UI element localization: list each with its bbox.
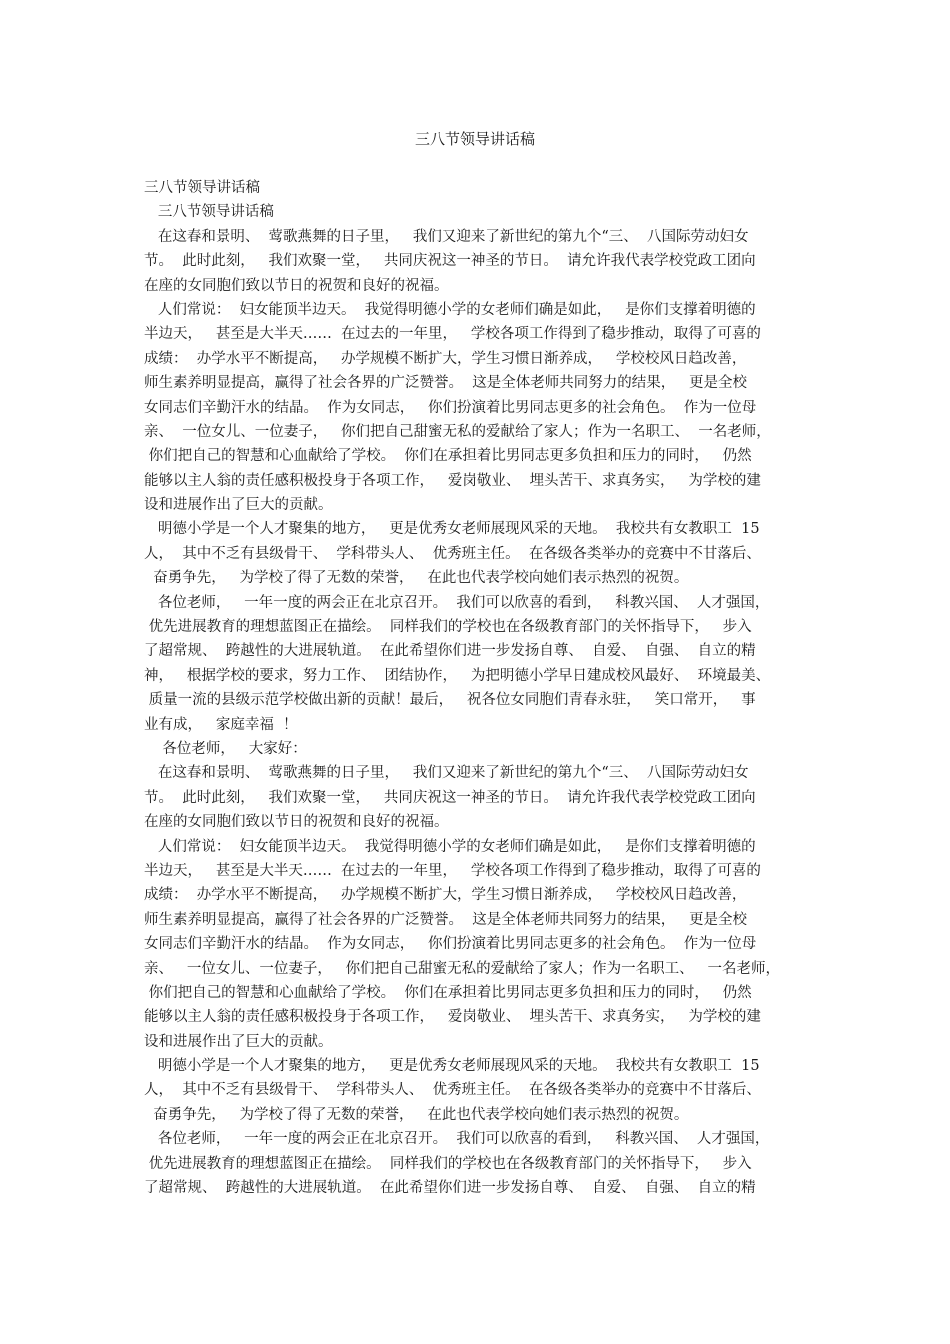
text-line: 女同志们辛勤汗水的结晶。 作为女同志， 你们扮演着比男同志更多的社会角色。 作为一位母 — [144, 399, 757, 416]
text-line: 师生素养明显提高，赢得了社会各界的广泛赞誉。 这是全体老师共同努力的结果， 更是全校 — [144, 375, 748, 392]
text-line: 设和进展作出了巨大的贡献。 — [144, 1033, 333, 1050]
text-line: 亲、 一位女儿、一位妻子， 你们把自己甜蜜无私的爱献给了家人；作为一名职工、 一名老师， — [144, 960, 780, 977]
text-line: 成绩： 办学水平不断提高， 办学规模不断扩大，学生习惯日渐养成， 学校校风日趋改善， — [144, 350, 747, 367]
text-line: 人们常说： 妇女能顶半边天。 我觉得明德小学的女老师们确是如此， 是你们支撑着明德的 — [144, 838, 756, 855]
text-line: 你们把自己的智慧和心血献给了学校。 你们在承担着比男同志更多负担和压力的同时， 仍然 — [144, 984, 752, 1001]
text-line: 节。 此时此刻， 我们欢聚一堂， 共同庆祝这一神圣的节日。 请允许我代表学校党政工团向 — [144, 789, 756, 806]
text-line: 了超常规、 跨越性的大进展轨道。 在此希望你们进一步发扬自尊、 自爱、 自强、 自立的精 — [144, 1180, 756, 1197]
text-line: 优先进展教育的理想蓝图正在描绘。 同样我们的学校也在各级教育部门的关怀指导下， 步入 — [144, 1155, 752, 1172]
text-line: 质量一流的县级示范学校做出新的贡献！最后， 祝各位女同胞们青春永驻， 笑口常开， 事 — [144, 692, 756, 709]
text-line: 设和进展作出了巨大的贡献。 — [144, 497, 333, 514]
text-line: 三八节领导讲话稿 — [144, 180, 260, 196]
text-line: 神， 根据学校的要求，努力工作、 团结协作， 为把明德小学早日建成校风最好、 环境最美、 — [144, 667, 771, 684]
text-line: 在座的女同胞们致以节日的祝贺和良好的祝福。 — [144, 814, 449, 831]
text-line: 各位老师， 大家好： — [144, 740, 307, 757]
text-line: 你们把自己的智慧和心血献给了学校。 你们在承担着比男同志更多负担和压力的同时， 仍然 — [144, 448, 752, 465]
text-line: 业有成， 家庭幸福 ！ — [144, 716, 298, 733]
text-line: 三八节领导讲话稿 — [144, 204, 274, 221]
text-line: 师生素养明显提高，赢得了社会各界的广泛赞誉。 这是全体老师共同努力的结果， 更是全校 — [144, 911, 748, 928]
text-line: 优先进展教育的理想蓝图正在描绘。 同样我们的学校也在各级教育部门的关怀指导下， 步入 — [144, 619, 752, 636]
text-line: 能够以主人翁的责任感积极投身于各项工作， 爱岗敬业、 埋头苦干、求真务实， 为学校的建 — [144, 472, 761, 489]
text-line: 在这春和景明、 莺歌燕舞的日子里， 我们又迎来了新世纪的第九个“三、 八国际劳动妇女 — [144, 765, 749, 782]
text-line: 明德小学是一个人才聚集的地方， 更是优秀女老师展现风采的天地。 我校共有女教职工 15 — [144, 521, 760, 538]
text-line: 人， 其中不乏有县级骨干、 学科带头人、 优秀班主任。 在各级各类举办的竞赛中不甘落后、 — [144, 1082, 761, 1099]
text-line: 各位老师， 一年一度的两会正在北京召开。 我们可以欣喜的看到， 科教兴国、 人才强国， — [144, 1131, 770, 1148]
text-line: 各位老师， 一年一度的两会正在北京召开。 我们可以欣喜的看到， 科教兴国、 人才强国， — [144, 594, 770, 611]
text-line: 人， 其中不乏有县级骨干、 学科带头人、 优秀班主任。 在各级各类举办的竞赛中不甘落后、 — [144, 545, 761, 562]
text-line: 奋勇争先， 为学校了得了无数的荣誉， 在此也代表学校向她们表示热烈的祝贺。 — [144, 1106, 689, 1123]
text-line: 明德小学是一个人才聚集的地方， 更是优秀女老师展现风采的天地。 我校共有女教职工 15 — [144, 1058, 760, 1075]
text-line: 在这春和景明、 莺歌燕舞的日子里， 我们又迎来了新世纪的第九个“三、 八国际劳动妇女 — [144, 228, 749, 245]
text-line: 成绩： 办学水平不断提高， 办学规模不断扩大，学生习惯日渐养成， 学校校风日趋改善， — [144, 887, 747, 904]
text-line: 半边天， 甚至是大半天…… 在过去的一年里， 学校各项工作得到了稳步推动，取得了可喜的 — [144, 862, 761, 879]
document-title: 三八节领导讲话稿 — [414, 130, 535, 148]
text-line: 了超常规、 跨越性的大进展轨道。 在此希望你们进一步发扬自尊、 自爱、 自强、 自立的精 — [144, 643, 756, 660]
document-body — [144, 176, 808, 1200]
text-line: 节。 此时此刻， 我们欢聚一堂， 共同庆祝这一神圣的节日。 请允许我代表学校党政工团向 — [144, 253, 756, 270]
text-line: 半边天， 甚至是大半天…… 在过去的一年里， 学校各项工作得到了稳步推动，取得了可喜的 — [144, 326, 761, 343]
text-line: 女同志们辛勤汗水的结晶。 作为女同志， 你们扮演着比男同志更多的社会角色。 作为一位母 — [144, 936, 757, 953]
text-line: 人们常说： 妇女能顶半边天。 我觉得明德小学的女老师们确是如此， 是你们支撑着明德的 — [144, 301, 756, 318]
text-line: 能够以主人翁的责任感积极投身于各项工作， 爱岗敬业、 埋头苦干、求真务实， 为学校的建 — [144, 1009, 761, 1026]
text-line: 亲、 一位女儿、一位妻子， 你们把自己甜蜜无私的爱献给了家人；作为一名职工、 一名老师， — [144, 423, 771, 440]
text-line: 奋勇争先， 为学校了得了无数的荣誉， 在此也代表学校向她们表示热烈的祝贺。 — [144, 570, 689, 587]
text-line: 在座的女同胞们致以节日的祝贺和良好的祝福。 — [144, 277, 449, 294]
